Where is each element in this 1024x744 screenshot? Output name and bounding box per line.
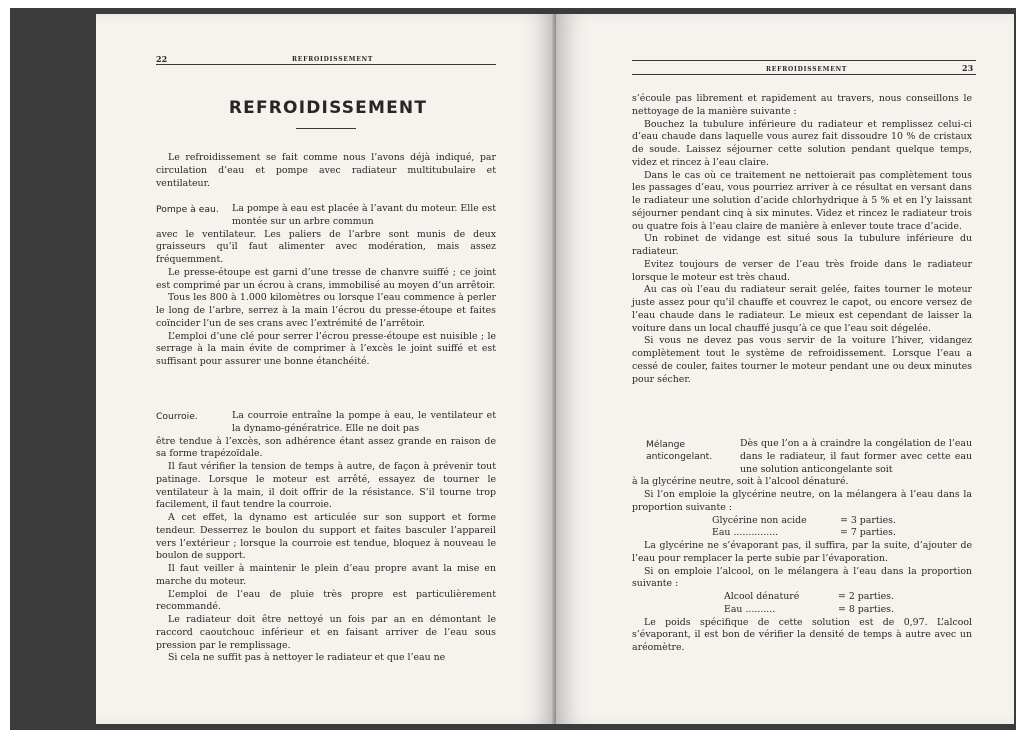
proportion-value: = 3 parties.: [840, 514, 896, 526]
courroie-paragraph: A cet effet, la dynamo est articulée sur son support et forme tendeur. Desserrez le boulon du support et faites basculer l’appareil vers l’extérieur ; lorsque la courroie est tendue, bloquez à nouveau le boulon de support.: [156, 512, 496, 562]
section-melange: [632, 438, 972, 655]
right-paragraph: Au cas où l’eau du radiateur serait gelée, faites tourner le moteur juste assez pour qu’il chauffe et couvrez le capot, ou encore versez de l’eau chaude dans le radiateur. Le mieux est cependant de laisser la voiture dans un local chauffé jusqu’à ce que l’eau soit dégelée.: [632, 284, 972, 334]
courroie-paragraph: Il faut veiller à maintenir le plein d’eau propre avant la mise en marche du moteur.: [156, 563, 496, 587]
proportion-name: Glycérine non acide: [712, 514, 807, 526]
melange-lead-cont: à la glycérine neutre, soit à l’alcool dénaturé.: [632, 476, 849, 488]
right-paragraph: Evitez toujours de verser de l’eau très froide dans le radiateur lorsque le moteur est très chaud.: [632, 258, 972, 283]
courroie-paragraph: Si cela ne suffit pas à nettoyer le radiateur et que l’eau ne: [168, 652, 446, 664]
proportion-name: Eau ...............: [712, 527, 779, 539]
proportion-row: [712, 527, 972, 540]
title-underline: [296, 128, 356, 129]
right-paragraph: s’écoule pas librement et rapidement au travers, nous conseillons le nettoyage de la manière suivante :: [632, 93, 972, 117]
page-number-left: 22: [156, 54, 168, 64]
pompe-paragraph: L’emploi d’une clé pour serrer l’écrou presse-étoupe est nuisible ; le serrage à la main évite de comprimer à l’excès le joint suiffé et est suffisant pour assurer une bonne étanchéité.: [156, 330, 496, 367]
intro-text: Le refroidissement se fait comme nous l’avons déjà indiqué, par circulation d’eau et pompe avec radiateur multitubulaire et ventilateur.: [156, 152, 496, 189]
right-paragraph: Si vous ne devez pas vous servir de la voiture l’hiver, vidangez complètement tout le système de refroidissement. Lorsque l’eau a cessé de couler, faites tourner le moteur pendant une ou deux minutes pour sécher.: [632, 335, 972, 385]
header-rule-right-lower: [632, 74, 976, 75]
right-paragraph: Un robinet de vidange est situé sous la tubulure inférieure du radiateur.: [632, 233, 972, 257]
melange-lead: Dès que l’on a à craindre la congélation de l’eau dans le radiateur, il faut former avec cette eau une solution anticongelante soit: [740, 438, 972, 475]
section-heading-pompe: Pompe à eau.: [156, 204, 219, 215]
pompe-paragraph: Tous les 800 à 1.000 kilomètres ou lorsque l’eau commence à perler le long de l’arbre, serrez à la main l’écrou du presse-étoupe et faites coïncider l’un de ses crans avec l’extrémité de l’arrêtoir.: [156, 292, 496, 329]
right-paragraph: Dans le cas où ce traitement ne nettoierait pas complètement tous les passages d’eau, vous pourriez arriver à ce résultat en versant dans le radiateur une solution d’acide chlorhydrique à 5 % et en l’y laissant séjourner pendant cinq à six minutes. Videz et rincez le radiateur trois ou quatre fois à l’eau claire de manière à enlever toute trace d’acide.: [632, 169, 972, 232]
courroie-lead-cont: être tendue à l’excès, son adhérence étant assez grande en raison de sa forme trapézoïdale.: [156, 435, 496, 460]
courroie-paragraph: Le radiateur doit être nettoyé un fois par an en démontant le raccord caoutchouc inférieur et en faisant arriver de l’eau sous pression par le remplissage.: [156, 614, 496, 651]
courroie-paragraph: Il faut vérifier la tension de temps à autre, de façon à prévenir tout patinage. Lorsque le moteur est arrêté, essayez de tourner le ventilateur à la main, il doit offrir de la résistance. S’il tourne trop facilement, il faut tendre la courroie.: [156, 461, 496, 511]
proportion-row: [724, 591, 972, 604]
alcool-proportions: [724, 591, 972, 617]
melange-final: Le poids spécifique de cette solution est de 0,97. L’alcool s’évaporant, il est bon de vérifier la densité de temps à autre avec un aréomètre.: [632, 616, 972, 653]
section-courroie: [156, 410, 496, 665]
running-head-right: REFROIDISSEMENT: [766, 66, 848, 73]
pompe-lead: La pompe à eau est placée à l’avant du moteur. Elle est montée sur un arbre commun: [232, 203, 496, 227]
header-rule-right: [632, 60, 976, 61]
glycerine-proportions: [712, 515, 972, 541]
intro-paragraph: [156, 152, 496, 190]
proportion-row: [724, 604, 972, 617]
melange-glycerine: Si l’on emploie la glycérine neutre, on la mélangera à l’eau dans la proportion suivante :: [632, 489, 972, 513]
pompe-lead-cont: avec le ventilateur. Les paliers de l’arbre sont munis de deux graisseurs qu’il faut alimenter avec modération, mais assez fréquemment.: [156, 228, 496, 265]
chapter-title: REFROIDISSEMENT: [228, 98, 428, 118]
proportion-value: = 8 parties.: [838, 603, 894, 615]
melange-evaporation: La glycérine ne s’évaporant pas, il suffira, par la suite, d’ajouter de l’eau pour remplacer la perte subie par l’évaporation.: [632, 540, 972, 564]
right-paragraph: Bouchez la tubulure inférieure du radiateur et remplissez celui-ci d’eau chaude dans laquelle vous aurez fait dissoudre 10 % de cristaux de soude. Laissez séjourner cette solution pendant quelque temps, videz et rincez à l’eau claire.: [632, 118, 972, 168]
courroie-lead: La courroie entraîne la pompe à eau, le ventilateur et la dynamo-génératrice. Elle ne doit pas: [232, 410, 496, 434]
page-number-right: 23: [962, 63, 974, 73]
proportion-value: = 7 parties.: [840, 527, 896, 539]
header-rule-left: [156, 64, 496, 65]
proportion-name: Eau ..........: [724, 603, 776, 615]
courroie-paragraph: L’emploi de l’eau de pluie très propre est particulièrement recommandé.: [156, 588, 496, 613]
melange-alcool: Si on emploie l’alcool, on le mélangera à l’eau dans la proportion suivante :: [632, 565, 972, 590]
section-pompe: [156, 203, 496, 369]
proportion-value: = 2 parties.: [838, 591, 894, 602]
proportion-row: [712, 515, 972, 528]
proportion-name: Alcool dénaturé: [724, 591, 800, 602]
melange-heading-line1: Mélange: [646, 439, 686, 450]
section-heading-courroie: Courroie.: [156, 411, 198, 422]
melange-heading-line2: anticongelant.: [646, 451, 713, 462]
pompe-paragraph: Le presse-étoupe est garni d’une tresse de chanvre suiffé ; ce joint est comprimé par un écrou à crans, immobilisé au moyen d’un arrêtoir.: [156, 266, 496, 291]
running-head-left: REFROIDISSEMENT: [292, 56, 374, 63]
right-body: [632, 93, 972, 386]
